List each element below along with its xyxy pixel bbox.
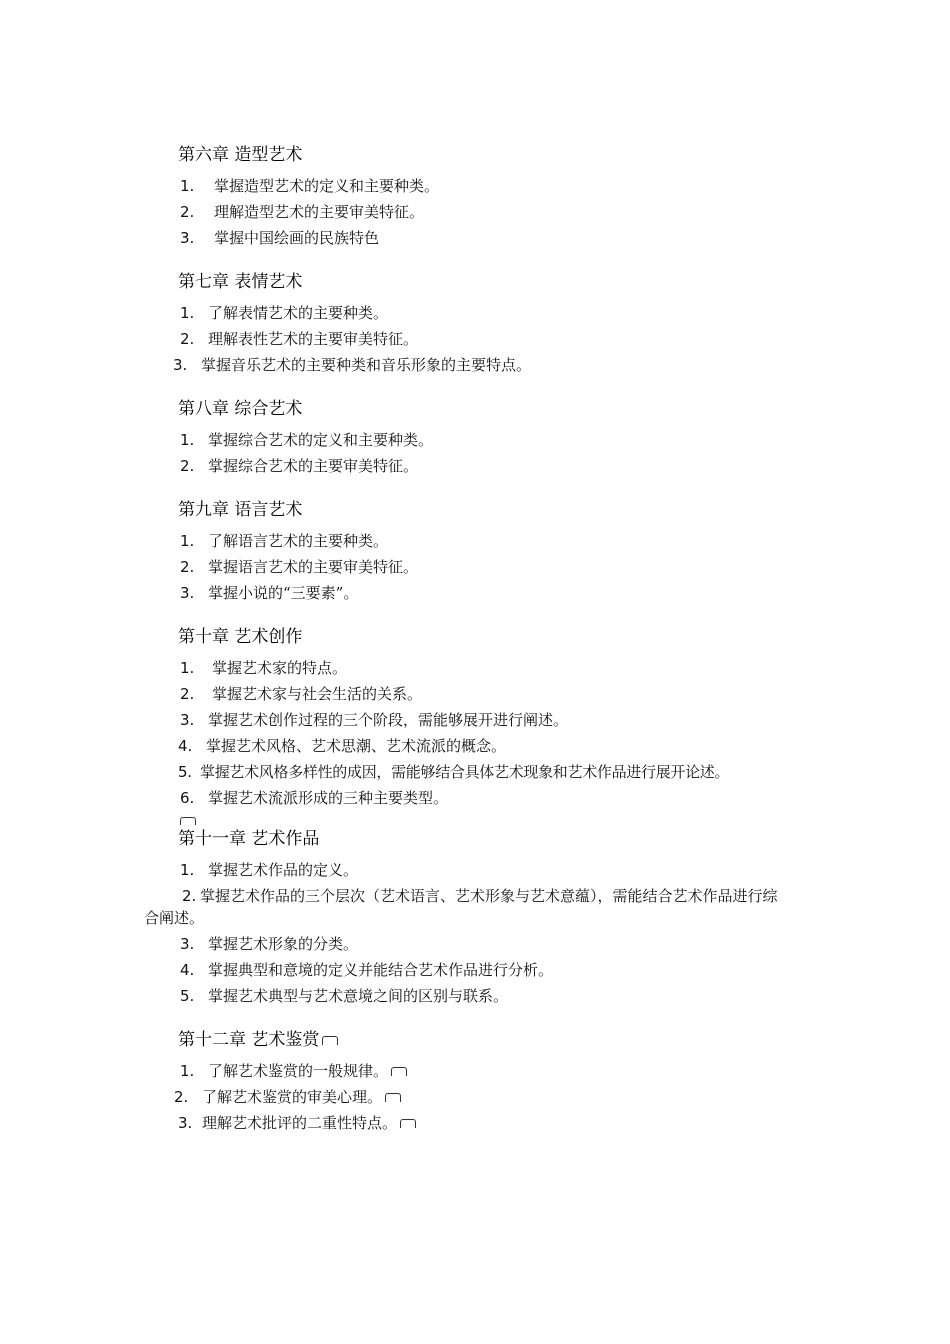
- item-number: 1.: [180, 1062, 195, 1080]
- chapter-12: [174, 1028, 838, 1136]
- list-item: [178, 931, 838, 957]
- chapter-6-title: 第六章 造型艺术: [178, 145, 303, 165]
- item-number: 6.: [180, 789, 195, 807]
- item-text: 掌握典型和意境的定义并能结合艺术作品进行分析。: [208, 961, 554, 979]
- item-text: 掌握造型艺术的定义和主要种类。: [214, 177, 440, 195]
- list-item: [178, 707, 838, 733]
- list-item: [178, 300, 838, 326]
- item-text: 掌握艺术流派形成的三种主要类型。: [208, 789, 449, 807]
- item-number: 4.: [180, 961, 195, 979]
- paragraph-mark-icon: [180, 817, 196, 825]
- item-text: 理解艺术批评的二重性特点。: [202, 1114, 398, 1132]
- list-item: [178, 785, 838, 811]
- item-number: 1.: [180, 304, 195, 322]
- list-item: [173, 352, 838, 378]
- item-number: 1.: [180, 431, 195, 449]
- item-number: 3.: [178, 1114, 193, 1132]
- list-item: [178, 528, 838, 554]
- chapter-10: [178, 625, 838, 825]
- paragraph-mark-icon: [322, 1036, 338, 1045]
- list-item: [178, 733, 838, 759]
- chapter-11: [144, 827, 838, 1009]
- item-number: 1.: [180, 532, 195, 550]
- item-number: 3.: [180, 711, 195, 729]
- chapter-8-title: 第八章 综合艺术: [178, 399, 303, 419]
- chapter-9: [178, 498, 838, 606]
- item-text: 掌握综合艺术的主要审美特征。: [208, 457, 419, 475]
- item-number: 1.: [180, 861, 195, 879]
- list-item: [178, 983, 838, 1009]
- item-text: 掌握艺术家与社会生活的关系。: [212, 685, 423, 703]
- item-number: 4.: [178, 737, 193, 755]
- item-text: 理解表性艺术的主要审美特征。: [208, 330, 419, 348]
- item-number: 2.: [180, 685, 195, 703]
- item-number: 2.: [182, 887, 197, 905]
- item-number: 5.: [180, 987, 195, 1005]
- list-item: [178, 580, 838, 606]
- syllabus-body: [144, 143, 838, 1155]
- paragraph-mark-icon: [385, 1093, 401, 1102]
- item-text: 掌握艺术作品的定义。: [208, 861, 359, 879]
- item-text: 掌握艺术家的特点。: [212, 659, 348, 677]
- chapter-12-title-line: [178, 1028, 838, 1052]
- chapter-6: [178, 143, 838, 251]
- item-text: 了解艺术鉴赏的审美心理。: [202, 1088, 383, 1106]
- item-text: 了解表情艺术的主要种类。: [208, 304, 389, 322]
- list-item: [178, 681, 838, 707]
- item-text: 掌握中国绘画的民族特色: [214, 229, 380, 247]
- item-text: 掌握艺术作品的三个层次（艺术语言、艺术形象与艺术意蕴），需能结合艺术作品进行综合阐述。: [144, 887, 778, 927]
- list-item: [178, 199, 838, 225]
- item-number: 1.: [180, 659, 195, 677]
- item-text: 掌握语言艺术的主要审美特征。: [208, 558, 419, 576]
- item-text: 掌握艺术风格、艺术思潮、艺术流派的概念。: [206, 737, 507, 755]
- item-text: 掌握艺术典型与艺术意境之间的区别与联系。: [208, 987, 509, 1005]
- item-number: 5.: [178, 763, 192, 781]
- list-item: [178, 857, 838, 883]
- item-number: 3.: [180, 935, 195, 953]
- list-item: [178, 173, 838, 199]
- item-text: 掌握艺术风格多样性的成因，需能够结合具体艺术现象和艺术作品进行展开论述。: [200, 763, 730, 781]
- chapter-7-title: 第七章 表情艺术: [178, 272, 303, 292]
- list-item: [178, 1110, 838, 1136]
- list-item: [178, 326, 838, 352]
- paragraph-mark-icon: [391, 1067, 407, 1076]
- item-number: 2.: [180, 457, 195, 475]
- item-text: 了解艺术鉴赏的一般规律。: [208, 1062, 389, 1080]
- item-number: 1.: [180, 177, 195, 195]
- list-item: [178, 225, 838, 251]
- list-item: [178, 453, 838, 479]
- item-number: 3.: [180, 584, 195, 602]
- item-number: 2.: [174, 1088, 189, 1106]
- item-text: 掌握音乐艺术的主要种类和音乐形象的主要特点。: [201, 356, 532, 374]
- list-item: [178, 655, 838, 681]
- chapter-11-title: 第十一章 艺术作品: [178, 829, 320, 849]
- list-item: [144, 883, 784, 931]
- chapter-9-title: 第九章 语言艺术: [178, 500, 303, 520]
- item-number: 2.: [180, 330, 195, 348]
- list-item: [178, 554, 838, 580]
- item-text: 掌握艺术形象的分类。: [208, 935, 359, 953]
- item-text: 了解语言艺术的主要种类。: [208, 532, 389, 550]
- item-number: 3.: [180, 229, 195, 247]
- paragraph-mark-icon: [400, 1119, 416, 1128]
- item-text: 掌握综合艺术的定义和主要种类。: [208, 431, 434, 449]
- item-text: 掌握小说的“三要素”。: [208, 584, 359, 602]
- item-text: 掌握艺术创作过程的三个阶段，需能够展开进行阐述。: [208, 711, 569, 729]
- item-number: 3.: [173, 356, 188, 374]
- chapter-12-title: 第十二章 艺术鉴赏: [178, 1030, 320, 1050]
- chapter-8: [178, 397, 838, 479]
- item-number: 2.: [180, 203, 195, 221]
- chapter-7: [173, 270, 838, 378]
- list-item: [174, 1084, 838, 1110]
- list-item: [178, 1058, 838, 1084]
- item-text: 理解造型艺术的主要审美特征。: [214, 203, 425, 221]
- list-item: [178, 759, 838, 785]
- chapter-10-title: 第十章 艺术创作: [178, 627, 303, 647]
- item-number: 2.: [180, 558, 195, 576]
- list-item: [178, 427, 838, 453]
- list-item: [178, 957, 838, 983]
